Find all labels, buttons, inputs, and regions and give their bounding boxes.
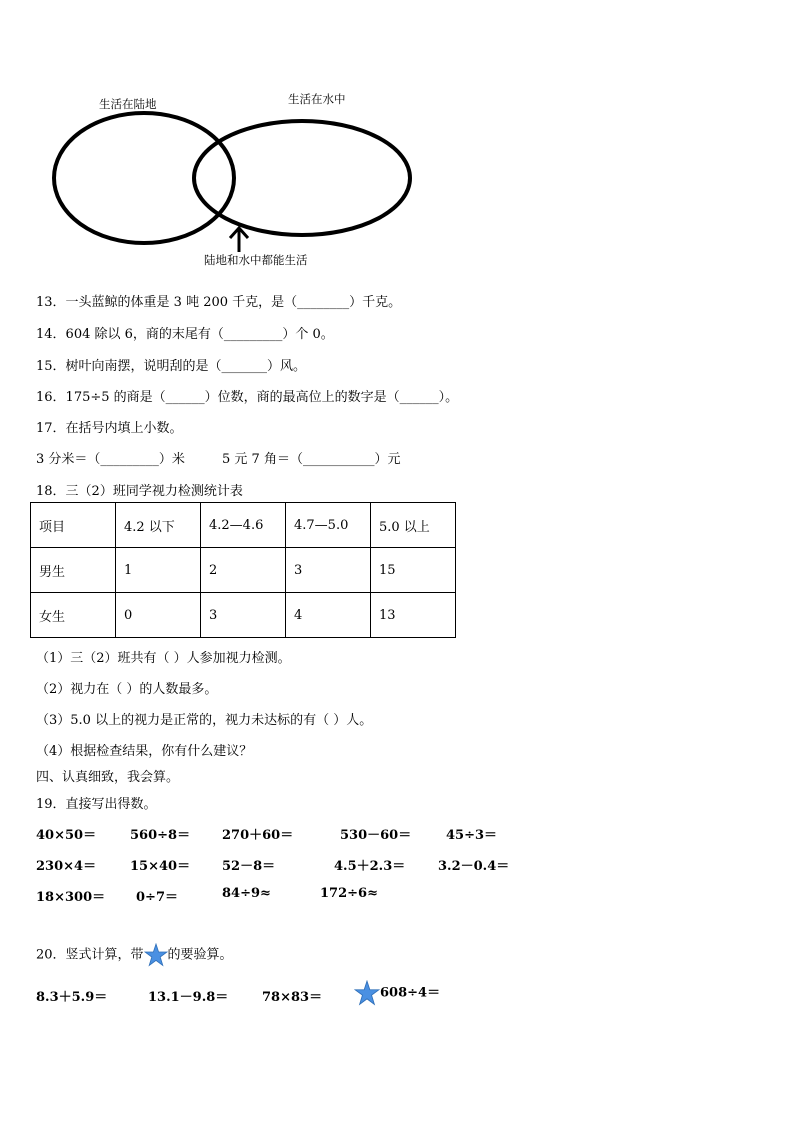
table-cell: 4.2—4.6 — [201, 503, 286, 548]
calc-item: 0÷7＝ — [136, 890, 178, 905]
table-cell: 4.7—5.0 — [286, 503, 371, 548]
arrow-up-icon — [230, 228, 248, 252]
calc-item: 530－60＝ — [340, 828, 412, 843]
vertical-calc-item: 78×83＝ — [262, 990, 323, 1005]
question-16: 16．175÷5 的商是（______）位数，商的最高位上的数字是（______）。 — [36, 390, 459, 405]
land-ellipse — [54, 113, 234, 243]
table-row — [31, 593, 456, 638]
question-17b: 5 元 7 角＝（___________）元 — [222, 452, 401, 467]
question-17a: 3 分米＝（_________）米 — [36, 452, 185, 467]
table-cell: 女生 — [31, 593, 116, 638]
calc-item: 40×50＝ — [36, 828, 97, 843]
vertical-calc-item: 8.3＋5.9＝ — [36, 990, 108, 1005]
calc-item: 4.5＋2.3＝ — [334, 859, 406, 874]
question-20-title-end: 的要验算。 — [167, 947, 233, 963]
question-20-title-start: 20．竖式计算，带 — [36, 947, 144, 963]
vertical-calc-item: 608÷4＝ — [380, 985, 441, 1001]
table-cell: 15 — [371, 548, 456, 593]
table-cell: 项目 — [31, 503, 116, 548]
subquestion-2: （2）视力在（ ）的人数最多。 — [36, 682, 218, 697]
table-cell: 2 — [201, 548, 286, 593]
calc-item: 560÷8＝ — [130, 828, 191, 843]
table-header-row — [31, 503, 456, 548]
star-icon — [354, 980, 380, 1006]
table-cell: 男生 — [31, 548, 116, 593]
question-14: 14．604 除以 6，商的末尾有（_________）个 0。 — [36, 327, 334, 342]
table-cell: 0 — [116, 593, 201, 638]
subquestion-1: （1）三（2）班共有（ ）人参加视力检测。 — [36, 651, 291, 666]
star-icon — [144, 943, 168, 967]
calc-item: 15×40＝ — [130, 859, 191, 874]
vertical-calc-item: 13.1－9.8＝ — [148, 990, 229, 1005]
table-cell: 4 — [286, 593, 371, 638]
table-cell: 3 — [286, 548, 371, 593]
vertical-calc-starred — [354, 980, 440, 1006]
calc-item: 52－8＝ — [222, 859, 276, 874]
venn-diagram — [40, 80, 420, 280]
table-cell: 3 — [201, 593, 286, 638]
section-4-heading: 四、认真细致，我会算。 — [36, 770, 180, 785]
calc-item: 3.2－0.4＝ — [438, 859, 510, 874]
subquestion-4: （4）根据检查结果，你有什么建议？ — [36, 744, 253, 759]
table-cell: 1 — [116, 548, 201, 593]
question-17: 17．在括号内填上小数。 — [36, 421, 183, 436]
table-cell: 5.0 以上 — [371, 503, 456, 548]
question-18: 18．三（2）班同学视力检测统计表 — [36, 484, 243, 499]
venn-left-label: 生活在陆地 — [99, 97, 157, 111]
table-row — [31, 548, 456, 593]
calc-item: 45÷3＝ — [446, 828, 498, 843]
vision-table — [30, 502, 456, 638]
table-cell: 13 — [371, 593, 456, 638]
calc-item: 172÷6≈ — [320, 886, 378, 901]
water-ellipse — [194, 121, 410, 235]
calc-item: 230×4＝ — [36, 859, 97, 874]
venn-bottom-label: 陆地和水中都能生活 — [204, 253, 308, 267]
question-19: 19．直接写出得数。 — [36, 797, 157, 812]
calc-item: 18×300＝ — [36, 890, 106, 905]
calc-item: 84÷9≈ — [222, 886, 271, 901]
question-15: 15．树叶向南摆，说明刮的是（_______）风。 — [36, 359, 307, 374]
subquestion-3: （3）5.0 以上的视力是正常的，视力未达标的有（ ）人。 — [36, 713, 373, 728]
calc-item: 270＋60＝ — [222, 828, 294, 843]
question-13: 13．一头蓝鲸的体重是 3 吨 200 千克，是（________）千克。 — [36, 295, 402, 310]
table-cell: 4.2 以下 — [116, 503, 201, 548]
question-20 — [36, 943, 233, 967]
venn-right-label: 生活在水中 — [288, 92, 346, 106]
